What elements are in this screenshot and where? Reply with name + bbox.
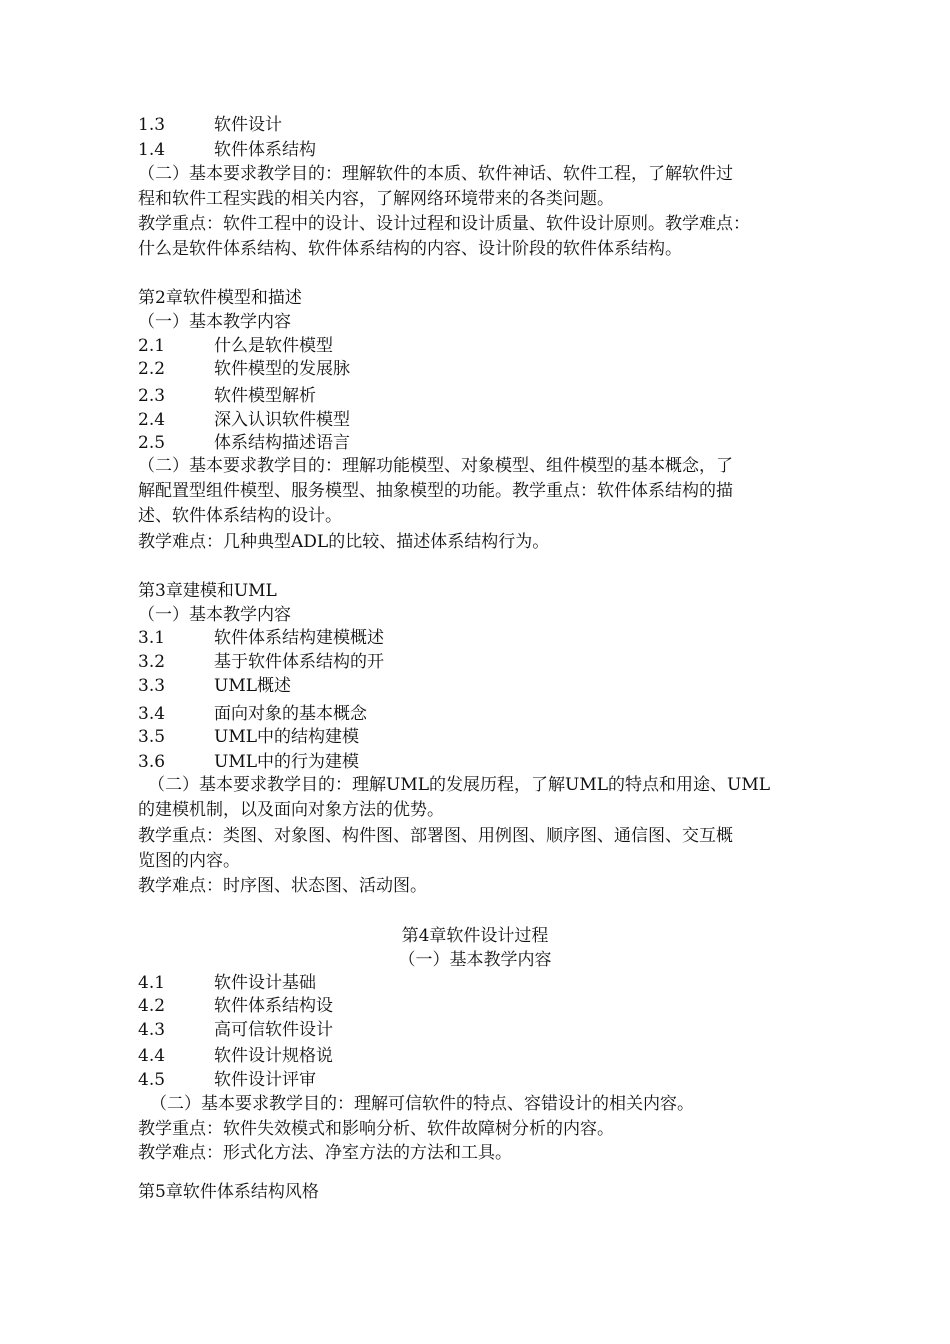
section-item <box>138 358 350 381</box>
section-item <box>138 139 316 162</box>
section-title: 体系结构描述语言 <box>214 433 350 453</box>
section-item <box>138 385 316 408</box>
chapter-title: 第5章软件体系结构风格 <box>138 1182 319 1202</box>
section-item <box>138 1069 316 1092</box>
section-number: 1.4 <box>138 140 166 160</box>
section-number: 4.2 <box>138 996 166 1016</box>
section-title: UML中的行为建模 <box>214 752 360 772</box>
section-number: 4.1 <box>138 973 166 993</box>
section-number: 4.5 <box>138 1070 166 1090</box>
section-title: 软件设计 <box>214 115 282 135</box>
section-title: 软件设计基础 <box>214 973 316 993</box>
section-title: 高可信软件设计 <box>214 1020 333 1040</box>
requirements-text: 的建模机制，以及面向对象方法的优势。 <box>138 800 444 820</box>
section-item <box>138 703 367 726</box>
subsection-heading: （一）基本教学内容 <box>398 950 552 970</box>
section-number: 2.3 <box>138 386 166 406</box>
section-title: 软件体系结构 <box>214 140 316 160</box>
section-number: 3.6 <box>138 752 166 772</box>
section-number: 3.1 <box>138 628 166 648</box>
section-title: 面向对象的基本概念 <box>214 704 367 724</box>
section-item <box>138 726 359 749</box>
chapter-title: 第4章软件设计过程 <box>401 926 549 946</box>
section-item <box>138 675 291 698</box>
key-points-text: 教学重点：软件失效模式和影响分析、软件故障树分析的内容。 <box>138 1119 614 1139</box>
section-title: UML概述 <box>214 676 292 696</box>
section-number: 3.2 <box>138 652 166 672</box>
section-title: 软件体系结构建模概述 <box>214 628 384 648</box>
section-title: 软件体系结构设 <box>214 996 333 1016</box>
section-number: 3.3 <box>138 676 166 696</box>
section-item <box>138 751 359 774</box>
key-points-text: 什么是软件体系结构、软件体系结构的内容、设计阶段的软件体系结构。 <box>138 239 682 259</box>
section-number: 1.3 <box>138 115 166 135</box>
subsection-heading: （一）基本教学内容 <box>138 605 291 625</box>
section-number: 4.3 <box>138 1020 166 1040</box>
section-title: 软件模型解析 <box>214 386 316 406</box>
section-number: 3.5 <box>138 727 166 747</box>
section-number: 4.4 <box>138 1046 166 1066</box>
section-item <box>138 1045 333 1068</box>
key-points-text: 览图的内容。 <box>138 851 240 871</box>
section-title: 软件模型的发展脉 <box>214 359 350 379</box>
chapter-title: 第3章建模和UML <box>138 581 277 601</box>
section-title: 软件设计规格说 <box>214 1046 333 1066</box>
section-item <box>138 335 333 358</box>
section-number: 2.4 <box>138 410 166 430</box>
section-item <box>138 432 350 455</box>
difficulties-text: 教学难点：形式化方法、净室方法的方法和工具。 <box>138 1143 512 1163</box>
requirements-text: （二）基本要求教学目的：理解功能模型、对象模型、组件模型的基本概念，了 <box>138 456 733 476</box>
section-item <box>138 627 384 650</box>
section-title: 深入认识软件模型 <box>214 410 350 430</box>
requirements-text: （二）基本要求教学目的：理解UML的发展历程，了解UML的特点和用途、UML <box>148 775 771 795</box>
difficulties-text: 教学难点：时序图、状态图、活动图。 <box>138 876 427 896</box>
key-points-text: 教学重点：类图、对象图、构件图、部署图、用例图、顺序图、通信图、交互概 <box>138 826 733 846</box>
section-title: 什么是软件模型 <box>214 336 333 356</box>
section-number: 2.5 <box>138 433 166 453</box>
section-item <box>138 409 350 432</box>
section-number: 3.4 <box>138 704 166 724</box>
section-item <box>138 114 282 137</box>
requirements-text: 述、软件体系结构的设计。 <box>138 506 342 526</box>
chapter-title: 第2章软件模型和描述 <box>138 288 302 308</box>
section-item <box>138 995 333 1018</box>
section-item <box>138 1019 333 1042</box>
section-number: 2.2 <box>138 359 166 379</box>
section-number: 2.1 <box>138 336 166 356</box>
section-title: 基于软件体系结构的开 <box>214 652 384 672</box>
requirements-text: （二）基本要求教学目的：理解软件的本质、软件神话、软件工程，了解软件过 <box>138 164 733 184</box>
section-item <box>138 972 316 995</box>
requirements-text: 程和软件工程实践的相关内容，了解网络环境带来的各类问题。 <box>138 189 614 209</box>
section-title: UML中的结构建模 <box>214 727 360 747</box>
section-item <box>138 651 384 674</box>
requirements-text: 解配置型组件模型、服务模型、抽象模型的功能。教学重点：软件体系结构的描 <box>138 481 733 501</box>
subsection-heading: （一）基本教学内容 <box>138 312 291 332</box>
difficulties-text: 教学难点：几种典型ADL的比较、描述体系结构行为。 <box>138 532 550 552</box>
section-title: 软件设计评审 <box>214 1070 316 1090</box>
key-points-text: 教学重点：软件工程中的设计、设计过程和设计质量、软件设计原则。教学难点： <box>138 214 750 234</box>
requirements-text: （二）基本要求教学目的：理解可信软件的特点、容错设计的相关内容。 <box>150 1094 694 1114</box>
